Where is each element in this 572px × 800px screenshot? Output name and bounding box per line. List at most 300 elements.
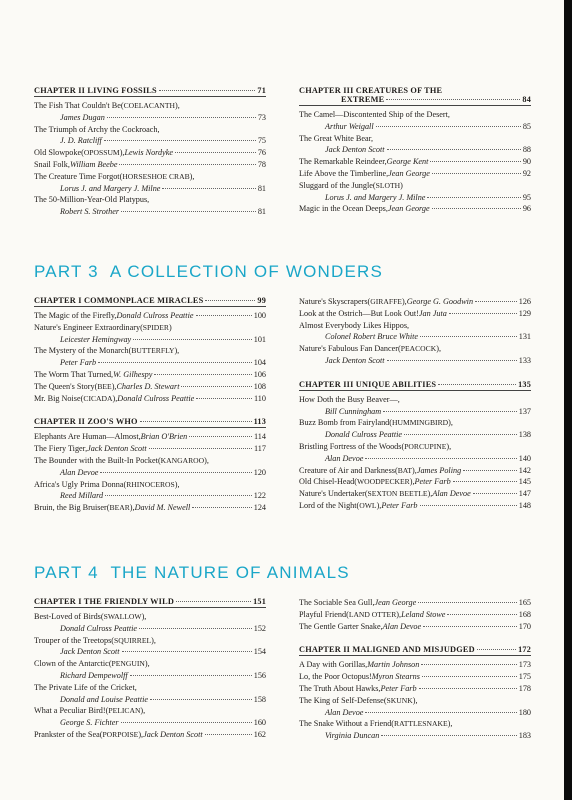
entry-punct: ) [168,322,172,332]
entry-line [34,682,266,694]
leader-dots [365,712,516,713]
entry-author: Jean George [388,168,430,178]
entry-line: Nature's Skyscrapers ( GIRAFFE ), George G. Goodwin 126 [299,297,531,306]
entry-author: Alan Devoe [432,489,471,499]
toc-entry[interactable] [299,133,531,157]
entry-title: The Bounder with the Built-In Pocket [34,455,158,465]
entry-title: Trouper of the Treetops [34,635,112,645]
entry-punct: ), [141,612,147,621]
animal-note: PORCUPINE [404,441,447,451]
entry-line [34,334,266,346]
entry-author: Donald Culross Peattie [117,393,195,403]
entry-title: Nature's Fabulous Fan Dancer [299,344,399,354]
entry-title: The Creature Time Forgot [34,171,120,181]
entry-author: Richard Dempewolff [60,670,128,680]
entry-page-number: 178 [518,683,531,693]
entry-author: Martin Johnson [367,660,420,670]
entry-line: Lord of the Night ( OWL ), Peter Farb 148 [299,500,531,510]
part-3-heading [34,262,383,282]
entry-punct: ), [409,477,415,487]
entry-page-number: 183 [518,731,531,741]
entry-title: Almost Everybody Likes Hippos, [299,320,410,330]
chapter-heading [34,417,266,428]
entry-author: Leland Stowe [401,609,446,619]
entry-line: Buzz Bomb from Fairyland ( HUMMINGBIRD ), [299,418,453,428]
entry-title: Lord of the Night [299,500,357,510]
entry-line: Creature of Air and Darkness ( BAT ), James Poling 142 [299,465,531,475]
entry-author: George S. Fichter [60,718,119,728]
entry-author: Alan Devoe [325,453,364,463]
leader-dots [119,164,255,165]
toc-entry[interactable] [299,659,531,671]
chapter-heading [299,645,531,656]
entry-page-number: 138 [518,430,531,440]
entry-title: Creature of Air and Darkness [299,465,395,475]
entry-title: Old Chisel-Head [299,477,355,487]
entry-line: Nature's Fabulous Fan Dancer ( PEACOCK ), [299,344,441,354]
column-top-left [34,86,266,218]
entry-page-number: 148 [518,500,531,510]
entry-punct: ), [151,635,156,645]
leader-dots [463,470,517,471]
animal-note: PORPOISE [102,729,139,739]
chapter-gap [34,404,266,417]
entry-title: Sluggard of the Jungle [299,180,373,190]
animal-note: BUTTERFLY [131,346,175,356]
entry-punct: ), [396,609,402,619]
toc-entry[interactable] [34,443,266,455]
entry-title: The Sociable Sea Gull, [299,598,375,607]
toc-entry[interactable] [299,695,531,719]
entry-line: The Fish That Couldn't Be ( COELACANTH ), [34,101,180,110]
leader-dots [477,649,516,650]
entry-punct: ), [189,171,195,181]
chapter-title: CHAPTER II ZOO'S WHO [34,417,138,427]
part-number: PART 4 [34,563,99,582]
entry-title: Nature's Skyscrapers [299,297,368,306]
entry-line [299,355,531,367]
entry-line [299,121,531,133]
chapter-page-number: 71 [257,86,266,95]
chapter-heading [34,86,266,97]
entry-page-number: 180 [518,707,531,717]
entry-page-number: 175 [518,672,531,682]
entry-title: The Fiery Tiger, [34,444,88,454]
toc-entry[interactable] [299,609,531,621]
leader-dots [189,436,252,437]
entry-title: The Private Life of the Cricket, [34,682,137,692]
leader-dots [430,161,520,162]
toc-entry[interactable] [299,394,531,418]
animal-note: PEACOCK [400,344,437,354]
entry-author: Peter Farb [414,477,451,487]
leader-dots [419,688,517,689]
entry-page-number: 104 [253,358,266,368]
entry-title: How Doth the Busy Beaver—, [299,394,400,404]
leader-dots [447,614,516,615]
chapter-page-number: 84 [522,95,531,104]
entry-line [34,112,266,124]
entry-punct: ), [129,503,135,513]
entry-punct: ), [204,455,209,465]
leader-dots [387,360,517,361]
toc-entry[interactable] [34,171,266,195]
entry-title: The Great White Bear, [299,133,374,143]
entry-line [299,730,531,742]
toc-entry[interactable] [34,322,266,346]
leader-dots [100,472,251,473]
entry-line: The Mystery of the Monarch ( BUTTERFLY ), [34,346,180,356]
toc-entry[interactable] [34,635,266,659]
entry-page-number: 129 [518,308,531,318]
entry-line [299,168,531,180]
entry-title: The Gentle Garter Snake, [299,621,383,631]
toc-entry[interactable] [299,597,531,609]
entry-title: Playful Friend [299,609,347,619]
entry-page-number: 85 [522,121,531,131]
leader-dots [205,300,255,301]
toc-entry[interactable] [299,168,531,180]
entry-page-number: 154 [253,647,266,657]
entry-title: Prankster of the Sea [34,729,100,739]
entry-line: The Creature Time Forgot ( HORSESHOE CRAB ), [34,171,195,181]
animal-note: SQUIRREL [114,635,152,645]
toc-entry[interactable] [299,465,531,477]
leader-dots [140,421,252,422]
entry-line: Trouper of the Treetops ( SQUIRREL ), [34,635,156,645]
entry-line [34,431,266,443]
entry-line [299,683,531,695]
entry-line [299,203,531,215]
leader-dots [205,734,252,735]
toc-entry[interactable] [299,417,531,441]
entry-punct: ), [427,489,433,499]
animal-note: COELACANTH [123,101,176,110]
toc-entry[interactable] [299,320,531,344]
entry-author: Charles D. Stewart [116,381,180,391]
part-number: PART 3 [34,262,99,281]
leader-dots [130,675,252,676]
toc-entry[interactable] [299,156,531,168]
entry-line: Playful Friend ( LAND OTTER ), Leland Stowe 168 [299,609,531,619]
leader-dots [422,676,517,677]
entry-page-number: 88 [522,145,531,155]
toc-entry[interactable] [299,488,531,500]
entry-punct: ), [111,381,117,391]
entry-title: The King of Self-Defense [299,695,384,705]
leader-dots [154,374,251,375]
entry-title: Nature's Engineer Extraordinary [34,322,141,332]
entry-author: Robert S. Strother [60,207,120,217]
leader-dots [181,386,251,387]
entry-title: The Worm That Turned, [34,369,114,379]
leader-dots [418,602,516,603]
leader-dots [107,117,256,118]
entry-author: Lorus J. and Margery J. Milne [60,183,161,193]
animal-note: SLOTH [375,180,401,190]
leader-dots [449,313,517,314]
entry-author: Lewis Nordyke [124,148,174,158]
toc-entry[interactable] [34,682,266,706]
entry-author: Reed Millard [60,491,104,501]
animal-note: OPOSSUM [83,148,120,158]
entry-page-number: 160 [253,718,266,728]
animal-note: GIRAFFE [370,297,402,306]
entry-author: Jean George [387,204,430,214]
toc-entry[interactable] [34,455,266,479]
entry-line [34,646,266,658]
entry-page-number: 120 [253,467,266,477]
entry-line: Old Slowpoke ( OPOSSUM ), Lewis Nordyke 76 [34,148,266,158]
toc-entry[interactable] [34,100,266,124]
toc-entry[interactable] [299,441,531,465]
entry-line [34,206,266,218]
toc-entry[interactable] [299,671,531,683]
entry-title: The Mystery of the Monarch [34,346,129,356]
entry-page-number: 96 [522,204,531,214]
entry-author: Bill Cunningham [325,406,382,416]
entry-title: The Triumph of Archy the Cockroach, [34,124,160,134]
entry-author: David M. Newell [134,503,191,513]
entry-page-number: 173 [518,660,531,670]
leader-dots [133,339,252,340]
entry-line: The Snake Without a Friend ( RATTLESNAKE ), [299,719,453,729]
toc-entry[interactable] [34,729,266,741]
leader-dots [175,152,256,153]
toc-entry[interactable] [299,718,531,742]
leader-dots [150,699,252,700]
entry-page-number: 170 [518,621,531,631]
toc-entry[interactable] [34,310,266,322]
entry-author: Arthur Weigall [325,121,374,131]
chapter-gap [299,367,531,380]
toc-entry[interactable] [299,476,531,488]
entry-line [299,621,531,633]
entry-page-number: 92 [522,168,531,178]
toc-entry[interactable] [34,393,266,405]
entry-title: Lo, the Poor Octopus! [299,672,372,682]
entry-page-number: 110 [254,393,266,403]
entry-line [299,133,531,145]
toc-entry[interactable] [34,479,266,503]
entry-line: Best-Loved of Birds ( SWALLOW ), [34,612,147,621]
entry-punct: ), [412,695,418,705]
entry-line [299,659,531,671]
entry-line [299,671,531,683]
leader-dots [420,336,517,337]
entry-title: The Camel—Discontented Ship of the Desert, [299,110,450,119]
entry-punct: ), [174,346,180,356]
entry-page-number: 101 [253,334,266,344]
entry-punct: ), [112,393,118,403]
chapter-title: CHAPTER I COMMONPLACE MIRACLES [34,296,204,305]
toc-entry[interactable] [299,109,531,133]
entry-title: Nature's Undertaker [299,489,365,499]
entry-author: Virginia Duncan [325,731,380,741]
entry-line [299,394,531,406]
entry-line: What a Peculiar Bird! ( PELICAN ), [34,706,146,716]
entry-page-number: 158 [253,694,266,704]
toc-entry[interactable] [299,683,531,695]
entry-line [299,453,531,465]
toc-entry[interactable] [299,621,531,633]
entry-line: The Bounder with the Built-In Pocket ( KANGAROO ), [34,455,209,465]
entry-line [34,310,266,322]
animal-note: WOODPECKER [357,477,410,487]
entry-line [299,429,531,441]
entry-punct: ), [138,729,144,739]
chapter-heading [34,296,266,307]
entry-punct: ), [446,441,452,451]
toc-entry[interactable] [34,147,266,159]
entry-page-number: 156 [253,670,266,680]
entry-author: Jack Denton Scott [60,647,120,657]
entry-page-number: 131 [518,332,531,342]
leader-dots [121,211,256,212]
entry-title: Clown of the Antarctic [34,659,109,669]
leader-dots [139,628,252,629]
animal-note: CICADA [83,393,113,403]
entry-author: James Dugan [60,112,105,122]
part-4-heading [34,563,350,583]
entry-line [299,331,531,343]
entry-title: Snail Folk, [34,159,70,169]
entry-page-number: 145 [518,477,531,487]
toc-entry[interactable] [34,194,266,218]
toc-entry[interactable] [34,124,266,148]
toc-entry[interactable] [34,611,266,635]
toc-entry[interactable] [34,705,266,729]
leader-dots [386,99,520,100]
entry-line: The King of Self-Defense ( SKUNK ), [299,695,418,705]
leader-dots [423,626,517,627]
entry-page-number: 95 [522,192,531,202]
animal-note: SEXTON BEETLE [367,489,428,499]
entry-page-number: 117 [254,444,266,454]
leader-dots [420,505,517,506]
animal-note: LAND OTTER [348,609,397,619]
leader-dots [196,398,252,399]
leader-dots [383,411,517,412]
entry-title: Life Above the Timberline, [299,168,389,178]
entry-line: The Queen's Story ( BEE ), Charles D. Stewart 108 [34,381,266,391]
entry-line [299,109,531,121]
toc-entry[interactable] [299,500,531,512]
toc-entry[interactable] [299,296,531,308]
entry-author: Donald Culross Peattie [116,311,194,320]
entry-line [299,320,531,332]
entry-line: Nature's Engineer Extraordinary ( SPIDER ) [34,322,172,332]
entry-page-number: 73 [257,112,266,122]
animal-note: RATTLESNAKE [394,719,448,729]
animal-note: RHINOCEROS [126,479,175,489]
toc-entry[interactable] [34,159,266,171]
toc-entry[interactable] [299,308,531,320]
leader-dots [473,493,517,494]
entry-line: Africa's Ugly Prima Donna ( RHINOCEROS ), [34,479,180,489]
entry-title: The Snake Without a Friend [299,719,392,729]
chapter-heading-line [299,86,531,95]
animal-note: OWL [359,500,377,510]
entry-punct: ), [376,500,382,510]
entry-line: Clown of the Antarctic ( PENGUIN ), [34,659,150,669]
column-part4-right [299,597,531,742]
entry-author: Leicester Hemingway [60,334,132,344]
toc-entry[interactable] [34,658,266,682]
animal-note: SKUNK [386,695,413,705]
entry-author: Donald Culross Peattie [60,623,138,633]
entry-title: Magic in the Ocean Deeps, [299,204,388,214]
chapter-heading-line [299,95,531,104]
entry-author: Alan Devoe [325,707,364,717]
entry-author: George G. Goodwin [406,297,474,306]
entry-line [34,183,266,195]
chapter-title: CHAPTER II LIVING FOSSILS [34,86,157,95]
entry-page-number: 168 [518,609,531,619]
toc-entry[interactable] [34,502,266,514]
entry-line: Bristling Fortress of the Woods ( PORCUPINE ), [299,441,452,451]
entry-author: Jack Denton Scott [87,444,147,454]
entry-page-number: 133 [518,355,531,365]
entry-page-number: 137 [518,406,531,416]
entry-author: Brian O'Brien [140,432,188,442]
toc-entry[interactable] [34,345,266,369]
entry-title: Bristling Fortress of the Woods [299,441,402,451]
entry-author: Peter Farb [381,500,418,510]
toc-entry[interactable] [299,180,531,204]
entry-line [299,406,531,418]
entry-line: Mr. Big Noise ( CICADA ), Donald Culross Peattie 110 [34,393,266,403]
toc-entry[interactable] [34,381,266,393]
entry-line [34,694,266,706]
entry-punct: ), [119,148,125,158]
entry-line: Bruin, the Big Bruiser ( BEAR ), David M. Newell 124 [34,503,266,513]
leader-dots [192,507,251,508]
chapter-heading [299,380,531,391]
leader-dots [122,651,252,652]
entry-punct: ), [412,465,417,475]
leader-dots [427,197,520,198]
entry-line [34,194,266,206]
toc-entry[interactable] [299,343,531,367]
leader-dots [121,722,252,723]
toc-entry[interactable] [34,369,266,381]
entry-author: George Kent [386,157,429,167]
animal-note: BEAR [109,503,130,513]
entry-page-number: 165 [518,598,531,607]
entry-page-number: 90 [522,157,531,167]
entry-line: Old Chisel-Head ( WOODPECKER ), Peter Farb 145 [299,477,531,487]
toc-entry[interactable] [34,431,266,443]
leader-dots [105,495,252,496]
chapter-page-number: 113 [253,417,266,427]
leader-dots [381,735,516,736]
leader-dots [475,301,517,302]
leader-dots [438,384,516,385]
leader-dots [98,362,252,363]
toc-entry[interactable] [299,203,531,215]
entry-title: The 50-Million-Year-Old Platypus, [34,195,150,205]
leader-dots [376,126,521,127]
entry-page-number: 140 [518,453,531,463]
entry-line [34,124,266,136]
entry-line [299,707,531,719]
entry-title: Look at the Ostrich—But Look Out! [299,308,419,318]
entry-line [34,467,266,479]
entry-author: Donald and Louise Peattie [60,694,149,704]
entry-punct: ), [144,659,150,669]
entry-page-number: 81 [257,207,266,217]
